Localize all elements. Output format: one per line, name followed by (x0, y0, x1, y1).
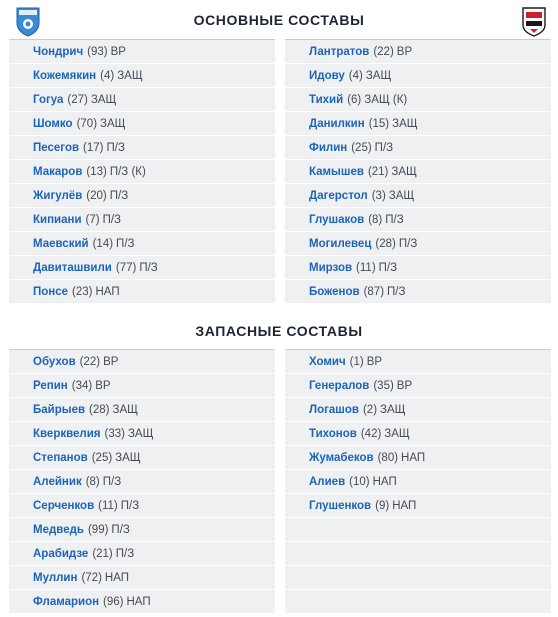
player-position: П/З (К) (109, 165, 146, 178)
player-row (285, 494, 551, 517)
player-name-link[interactable]: Камышев (309, 165, 364, 178)
player-row (9, 446, 275, 469)
player-name-link[interactable]: Боженов (309, 285, 360, 298)
player-name-link[interactable]: Чондрич (33, 45, 84, 58)
player-row (285, 518, 551, 541)
player-name-link[interactable]: Кипиани (33, 213, 82, 226)
player-number: (8) (85, 475, 100, 488)
player-number: (7) (85, 213, 100, 226)
player-row (285, 184, 551, 207)
player-number: (99) (87, 523, 109, 536)
player-name-link[interactable]: Понсе (33, 285, 69, 298)
player-row (285, 88, 551, 111)
player-position: ВР (95, 379, 111, 392)
player-name-link[interactable]: Алиев (309, 475, 346, 488)
player-row (285, 112, 551, 135)
player-name-link[interactable]: Глушаков (309, 213, 365, 226)
player-position: П/З (109, 189, 129, 202)
player-row (285, 422, 551, 445)
player-position: П/З (387, 285, 406, 298)
player-position: П/З (398, 237, 418, 250)
player-position: ЗАЩ (90, 93, 117, 106)
player-position: ВР (103, 355, 119, 368)
player-row (9, 280, 275, 303)
player-number: (23) (72, 285, 93, 298)
player-number: (28) (89, 403, 110, 416)
player-row (285, 542, 551, 565)
player-number: (27) (67, 93, 88, 106)
player-number: (9) (375, 499, 390, 512)
player-position: П/З (139, 261, 158, 274)
player-name-link[interactable]: Маевский (33, 237, 89, 250)
player-row (9, 184, 275, 207)
player-row (9, 398, 275, 421)
player-number: (15) (368, 117, 390, 130)
away-subs-list (285, 349, 551, 614)
player-position: ВР (396, 379, 413, 392)
player-name-link[interactable]: Жигулёв (33, 189, 83, 202)
player-position: ЗАЩ (392, 117, 418, 130)
player-number: (21) (367, 165, 389, 178)
player-name-link[interactable]: Репин (33, 379, 68, 392)
player-row (9, 88, 275, 111)
player-number: (80) (377, 451, 399, 464)
player-number: (42) (360, 427, 382, 440)
player-number: (22) (79, 355, 101, 368)
player-number: (93) (87, 45, 108, 58)
player-name-link[interactable]: Хомич (309, 355, 346, 368)
player-name-link[interactable]: Обухов (33, 355, 76, 368)
player-row (9, 112, 275, 135)
player-row (285, 232, 551, 255)
player-position: ЗАЩ (117, 69, 143, 82)
player-row (9, 136, 275, 159)
player-row (9, 518, 275, 541)
player-number: (10) (349, 475, 370, 488)
player-number: (22) (373, 45, 394, 58)
player-position: ЗАЩ (365, 69, 392, 82)
player-position: ЗАЩ (115, 451, 141, 464)
player-position: ЗАЩ (100, 117, 126, 130)
player-name-link[interactable]: Кверквелия (33, 427, 101, 440)
player-position: П/З (385, 213, 404, 226)
player-position: НАП (401, 451, 426, 464)
player-number: (20) (86, 189, 107, 202)
player-row (285, 40, 551, 63)
player-number: (1) (349, 355, 364, 368)
player-row (9, 64, 275, 87)
player-name-link[interactable]: Дагерстол (309, 189, 368, 202)
player-name-link[interactable]: Данилкин (309, 117, 365, 130)
player-number: (8) (368, 213, 383, 226)
player-number: (14) (92, 237, 114, 250)
home-subs-list (9, 349, 275, 614)
player-number: (13) (86, 165, 107, 178)
player-number: (70) (76, 117, 98, 130)
player-name-link[interactable]: Байрыев (33, 403, 86, 416)
player-row (285, 64, 551, 87)
player-row (9, 232, 275, 255)
player-number: (33) (104, 427, 125, 440)
player-row (9, 542, 275, 565)
home-lineup-list (9, 39, 275, 304)
player-position: ВР (110, 45, 126, 58)
player-row (285, 590, 551, 613)
main-lineups-header: ОСНОВНЫЕ СОСТАВЫ (193, 12, 365, 28)
player-name-link[interactable]: Арабидзе (33, 547, 89, 560)
player-position: ЗАЩ (388, 189, 415, 202)
player-number: (35) (373, 379, 394, 392)
player-row (9, 350, 275, 373)
player-row (9, 256, 275, 279)
player-row (9, 590, 275, 613)
player-name-link[interactable]: Степанов (33, 451, 88, 464)
player-name-link[interactable]: Филин (309, 141, 348, 154)
player-number: (72) (81, 571, 102, 584)
player-position: ВР (396, 45, 413, 58)
player-number: (25) (351, 141, 372, 154)
player-number: (21) (92, 547, 113, 560)
player-row (285, 566, 551, 589)
player-name-link[interactable]: Серченков (33, 499, 95, 512)
player-name-link[interactable]: Давиташвили (33, 261, 112, 274)
player-number: (3) (371, 189, 386, 202)
player-position: ЗАЩ (127, 427, 154, 440)
player-name-link[interactable]: Мирзов (309, 261, 353, 274)
player-name-link[interactable]: Идову (309, 69, 345, 82)
player-number: (17) (83, 141, 104, 154)
player-position: П/З (115, 547, 135, 560)
player-position: НАП (372, 475, 397, 488)
player-row (9, 374, 275, 397)
player-number: (11) (98, 499, 118, 512)
player-name-link[interactable]: Муллин (33, 571, 78, 584)
player-position: ЗАЩ (380, 403, 406, 416)
player-name-link[interactable]: Глушенков (309, 499, 372, 512)
player-name-link[interactable]: Тихонов (309, 427, 357, 440)
player-position: НАП (95, 285, 120, 298)
player-name-link[interactable]: Макаров (33, 165, 83, 178)
player-row (285, 398, 551, 421)
player-row (9, 494, 275, 517)
substitutes-header: ЗАПАСНЫЕ СОСТАВЫ (195, 323, 363, 339)
player-number: (11) (356, 261, 376, 274)
player-position: П/З (374, 141, 394, 154)
player-number: (4) (348, 69, 363, 82)
player-row (9, 160, 275, 183)
player-number: (28) (375, 237, 396, 250)
player-position: ЗАЩ (К) (364, 93, 408, 106)
player-position: ЗАЩ (112, 403, 138, 416)
player-row (285, 374, 551, 397)
player-row (9, 40, 275, 63)
player-position: П/З (102, 213, 121, 226)
player-position: П/З (106, 141, 125, 154)
player-number: (25) (91, 451, 113, 464)
player-row (285, 160, 551, 183)
player-position: П/З (102, 475, 122, 488)
player-name-link[interactable]: Логашов (309, 403, 359, 416)
player-position: П/З (120, 499, 140, 512)
player-name-link[interactable]: Гогуа (33, 93, 64, 106)
player-row (285, 256, 551, 279)
player-number: (87) (363, 285, 385, 298)
away-lineup-list (285, 39, 551, 304)
player-number: (6) (347, 93, 362, 106)
player-position: П/З (378, 261, 398, 274)
player-row (285, 446, 551, 469)
player-number: (2) (362, 403, 378, 416)
player-number: (77) (115, 261, 137, 274)
player-row (285, 470, 551, 493)
khimki-club-crest-icon (521, 5, 547, 37)
player-position: ЗАЩ (384, 427, 410, 440)
player-position: ЗАЩ (391, 165, 417, 178)
player-position: П/З (116, 237, 135, 250)
player-row (9, 470, 275, 493)
player-position: ВР (366, 355, 383, 368)
player-name-link[interactable]: Песегов (33, 141, 80, 154)
player-name-link[interactable]: Фламарион (33, 595, 100, 608)
player-position: НАП (392, 499, 417, 512)
player-row (9, 566, 275, 589)
player-row (285, 136, 551, 159)
player-name-link[interactable]: Шомко (33, 117, 73, 130)
player-number: (34) (71, 379, 93, 392)
player-row (9, 422, 275, 445)
player-position: НАП (126, 595, 151, 608)
player-name-link[interactable]: Кожемякин (33, 69, 97, 82)
player-row (9, 208, 275, 231)
player-row (285, 208, 551, 231)
player-row (285, 280, 551, 303)
player-name-link[interactable]: Тихий (309, 93, 344, 106)
player-name-link[interactable]: Алейник (33, 475, 82, 488)
player-name-link[interactable]: Жумабеков (309, 451, 374, 464)
player-number: (4) (100, 69, 115, 82)
player-position: НАП (104, 571, 130, 584)
player-name-link[interactable]: Медведь (33, 523, 84, 536)
player-position: П/З (111, 523, 130, 536)
player-number: (96) (103, 595, 124, 608)
player-row (285, 350, 551, 373)
player-name-link[interactable]: Могилевец (309, 237, 372, 250)
player-name-link[interactable]: Генералов (309, 379, 370, 392)
player-name-link[interactable]: Лантратов (309, 45, 370, 58)
